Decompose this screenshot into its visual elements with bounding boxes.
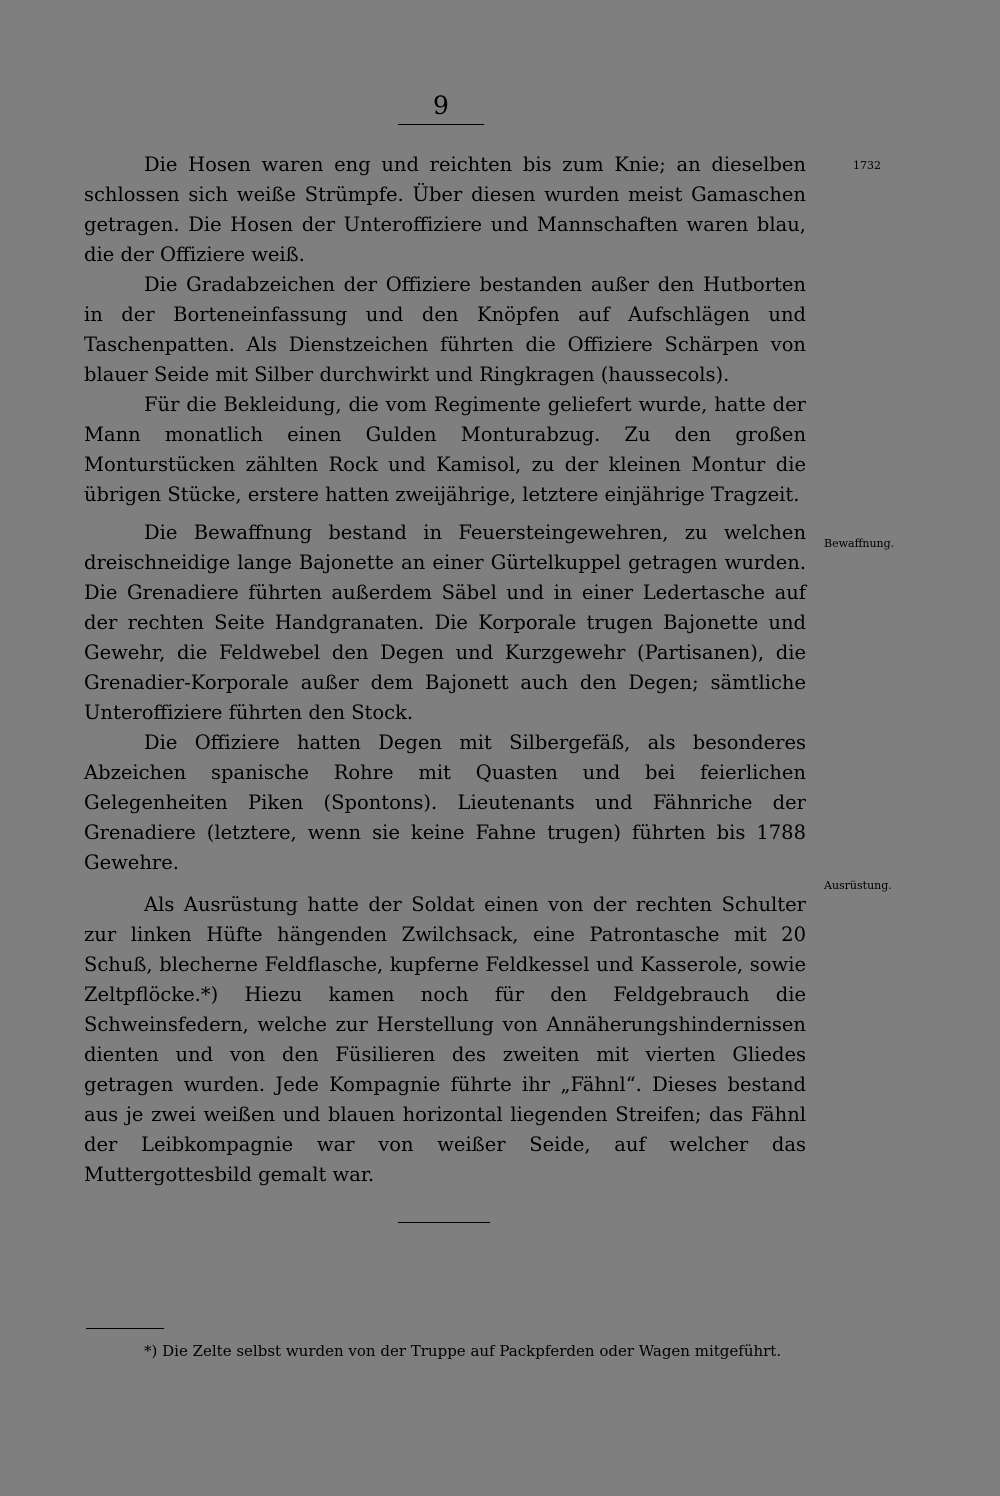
body-text xyxy=(84,150,806,1190)
footnote: *) Die Zelte selbst wurden von der Truppe auf Packpferden oder Wagen mitgeführt. xyxy=(144,1342,782,1360)
page-number: 9 xyxy=(433,91,449,120)
margin-note-ausruestung: Ausrüstung. xyxy=(824,879,892,892)
paragraph-hosen: Die Hosen waren eng und reichten bis zum Knie; an dieselben schlossen sich weiße Strümpfe. Über diesen wurden meist Gamaschen getragen. Die Hosen der Unteroffiziere und Mannschaften waren blau, die der Offiziere weiß. xyxy=(84,153,806,266)
margin-note-bewaffnung: Bewaffnung. xyxy=(824,537,895,550)
paragraph-bewaffnung: Die Bewaffnung bestand in Feuersteingewehren, zu welchen dreischneidige lange Bajonette an einer Gürtelkuppel getragen wurden. Die Grenadiere führten außerdem Säbel und in einer Ledertasche auf der rechten Seite Handgranaten. Die Korporale trugen Bajonette und Gewehr, die Feldwebel den Degen und Kurzgewehr (Partisanen), die Grenadier-Korporale außer dem Bajonett auch den Degen; sämtliche Unteroffiziere führten den Stock. xyxy=(84,521,806,724)
margin-note-year: 1732 xyxy=(853,159,881,172)
footnote-rule xyxy=(86,1328,164,1329)
page-number-rule xyxy=(398,124,484,125)
paragraph-ausruestung: Als Ausrüstung hatte der Soldat einen von der rechten Schulter zur linken Hüfte hängenden Zwilchsack, eine Patrontasche mit 20 Schuß, blecherne Feldflasche, kupferne Feldkessel und Kasserole, sowie Zeltpflöcke.*) Hiezu kamen noch für den Feldgebrauch die Schweinsfedern, welche zur Herstellung von Annäherungshindernissen dienten und von den Füsilieren des zweiten mit vierten Gliedes getragen wurden. Jede Kompagnie führte ihr „Fähnl“. Dieses bestand aus je zwei weißen und blauen horizontal liegenden Streifen; das Fähnl der Leibkompagnie war von weißer Seide, auf welcher das Muttergottesbild gemalt war. xyxy=(84,893,806,1186)
paragraph-gradabzeichen: Die Gradabzeichen der Offiziere bestanden außer den Hutborten in der Borteneinfassung und den Knöpfen auf Aufschlägen und Taschenpatten. Als Dienstzeichen führten die Offiziere Schärpen von blauer Seide mit Silber durchwirkt und Ringkragen (haussecols). xyxy=(84,273,806,386)
paragraph-offiziere-waffen: Die Offiziere hatten Degen mit Silbergefäß, als besonderes Abzeichen spanische Rohre mit Quasten und bei feierlichen Gelegenheiten Piken (Spontons). Lieutenants und Fähnriche der Grenadiere (letztere, wenn sie keine Fahne trugen) führten bis 1788 Gewehre. xyxy=(84,731,806,874)
section-end-rule xyxy=(398,1222,490,1223)
paragraph-bekleidung: Für die Bekleidung, die vom Regimente geliefert wurde, hatte der Mann monatlich einen Gulden Monturabzug. Zu den großen Monturstücken zählten Rock und Kamisol, zu der kleinen Montur die übrigen Stücke, erstere hatten zweijährige, letztere einjährige Tragzeit. xyxy=(84,393,806,506)
